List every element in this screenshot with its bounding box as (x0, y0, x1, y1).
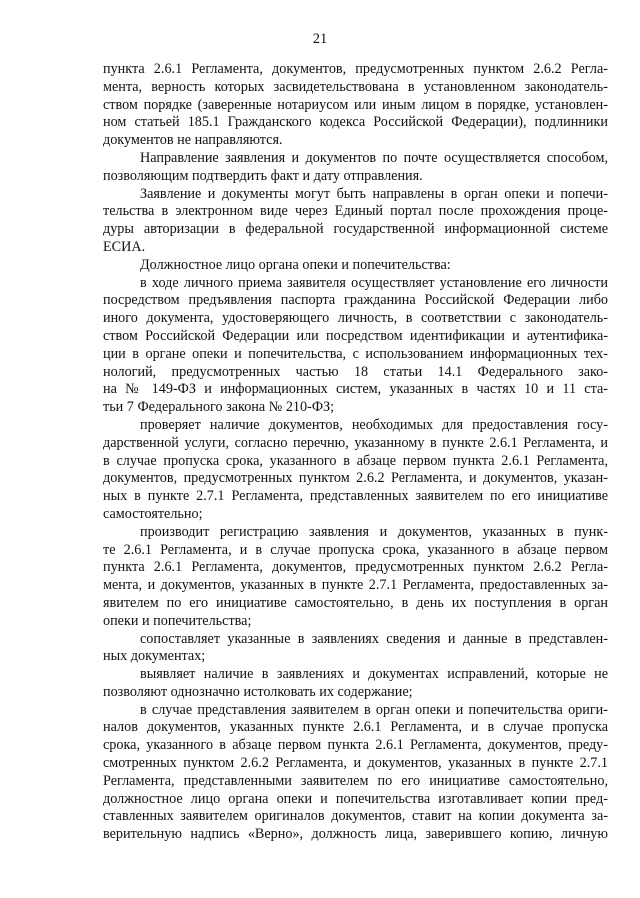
text-line: ЕСИА. (103, 238, 146, 255)
text-line: позволяющим подтвердить факт и дату отправления. (103, 167, 423, 184)
text-line: налов документов, указанных пункте 2.6.1 Регламента, и в случае пропуска (103, 719, 608, 736)
text-line: дарственной услуги, согласно перечню, указанному в пункте 2.6.1 Регламента, и (103, 434, 608, 451)
text-line: позволяют однозначно истолковать их содержание; (103, 683, 413, 700)
paragraph (103, 417, 608, 524)
text-line: проверяет наличие документов, необходимых для предоставления госу- (140, 416, 608, 433)
text-line: верительную надпись «Верно», должность лица, заверившего копию, личную (103, 826, 608, 843)
text-line: тьи 7 Федерального закона № 210-ФЗ; (103, 399, 335, 416)
text-line: ных в пункте 2.7.1 Регламента, представленных заявителем по его инициативе (103, 488, 608, 505)
text-line: документов не направляются. (103, 132, 283, 149)
text-line: сопоставляет указанные в заявлениях сведения и данные в представлен- (140, 630, 608, 647)
text-line: ции в органе опеки и попечительства, с использованием информационных тех- (103, 345, 608, 362)
text-line: пункта 2.6.1 Регламента, документов, предусмотренных пунктом 2.6.2 Регла- (103, 61, 608, 77)
document-body (103, 61, 608, 844)
paragraph (103, 257, 608, 275)
page-number: 21 (312, 31, 328, 47)
text-line: тельства в электронном виде через Единый портал после прохождения проце- (103, 203, 608, 220)
text-line: ставленных заявителем оригиналов документов, ставит на копии документа за- (103, 808, 608, 825)
text-line: в случае пропуска срока, указанного в абзаце первом пункта 2.6.1 Регламента, (103, 452, 608, 469)
text-line: в случае представления заявителем в орган опеки и попечительства ориги- (140, 701, 608, 718)
text-line: опеки и попечительства; (103, 612, 252, 629)
paragraph (103, 631, 608, 667)
paragraph (103, 666, 608, 702)
text-line: выявляет наличие в заявлениях и документах исправлений, которые не (140, 666, 608, 683)
paragraph (103, 702, 608, 844)
text-line: мента, и документов, указанных в пункте 2.7.1 Регламента, предоставленных за- (103, 577, 608, 594)
text-line: документов, предусмотренных пунктом 2.6.2 Регламента, и документов, указан- (103, 470, 608, 487)
text-line: явителем по его инициативе самостоятельно, в день их поступления в орган (103, 594, 608, 611)
text-line: ством Российской Федерации или посредством идентификации и аутентифика- (103, 327, 608, 344)
text-line: должностное лицо органа опеки и попечительства изготавливает копии пред- (103, 790, 608, 807)
text-line: ном статьей 185.1 Гражданского кодекса Российской Федерации), подлинники (103, 114, 608, 131)
text-line: Направление заявления и документов по почте осуществляется способом, (140, 149, 608, 166)
text-line: Заявление и документы могут быть направлены в орган опеки и попечи- (140, 185, 608, 202)
text-line: в ходе личного приема заявителя осуществляет установление его личности (140, 274, 608, 291)
text-line: ных документах; (103, 648, 206, 665)
text-line: нологий, предусмотренных частью 18 статьи 14.1 Федерального зако- (103, 363, 608, 380)
paragraph (103, 524, 608, 631)
text-line: дуры авторизации в федеральной государственной информационной системе (103, 221, 608, 238)
text-line: посредством предъявления паспорта гражданина Российской Федерации либо (103, 292, 608, 309)
text-line: самостоятельно; (103, 505, 203, 522)
text-line: производит регистрацию заявления и документов, указанных в пунк- (140, 523, 608, 540)
text-line: пункта 2.6.1 Регламента, документов, предусмотренных пунктом 2.6.2 Регла- (103, 559, 608, 576)
text-line: мента, верность которых засвидетельствована в установленном законодатель- (103, 78, 608, 95)
paragraph (103, 150, 608, 186)
text-line: иного документа, удостоверяющего личность, в соответствии с законодатель- (103, 310, 608, 327)
text-line: Регламента, представленными заявителем по его инициативе самостоятельно, (103, 772, 608, 789)
text-line: ством порядке (заверенные нотариусом или иным лицом в порядке, установлен- (103, 96, 608, 113)
text-line: смотренных пунктом 2.6.2 Регламента, и документов, указанных в пункте 2.7.1 (103, 755, 608, 772)
text-line: срока, указанного в абзаце первом пункта 2.6.1 Регламента, документов, преду- (103, 737, 608, 754)
paragraph (103, 186, 608, 257)
text-line: на № 149-ФЗ и информационных систем, указанных в частях 10 и 11 ста- (103, 381, 608, 398)
text-line: те 2.6.1 Регламента, и в случае пропуска срока, указанного в абзаце первом (103, 541, 608, 558)
paragraph (103, 61, 608, 150)
text-line: Должностное лицо органа опеки и попечительства: (140, 256, 451, 273)
paragraph (103, 275, 608, 417)
